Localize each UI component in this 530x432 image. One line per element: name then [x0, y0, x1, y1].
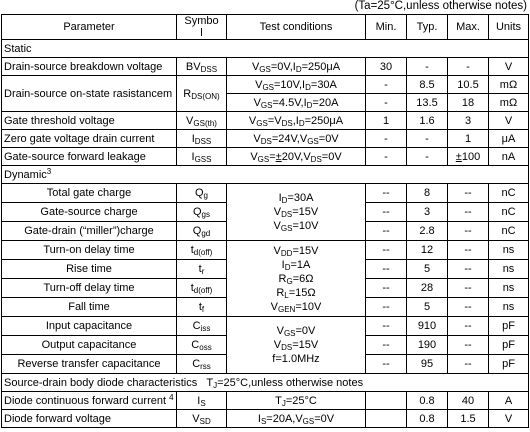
unit-cell: pF: [489, 317, 529, 336]
header-min: Min.: [366, 15, 407, 40]
symbol-cell: $C_{rss}$: [177, 355, 227, 374]
unit-cell: V: [489, 58, 529, 76]
symbol-cell: $Q_{gs}$: [177, 203, 227, 222]
header-symbol-text: Symbol: [184, 15, 219, 39]
typ-cell: 2.8: [407, 222, 448, 241]
max-cell: ±100: [448, 148, 489, 166]
typ-cell: 95: [407, 355, 448, 374]
min-cell: --: [366, 184, 407, 203]
electrical-characteristics-table: [1, 14, 529, 428]
unit-cell: V: [489, 112, 529, 130]
unit-cell: μA: [489, 130, 529, 148]
symbol-cell: $C_{oss}$: [177, 336, 227, 355]
typ-cell: 0.8: [407, 392, 448, 410]
param-cell: Zero gate voltage drain current: [2, 130, 177, 148]
max-cell: --: [448, 298, 489, 317]
min-cell: --: [366, 336, 407, 355]
symbol-cell: $I_S$: [177, 392, 227, 410]
param-cell: Input capacitance: [2, 317, 177, 336]
param-cell: Rise time: [2, 260, 177, 279]
param-cell: Gate-source forward leakage: [2, 148, 177, 166]
diode-row: [2, 410, 529, 428]
section-static-label: Static: [2, 40, 529, 58]
min-cell: -: [366, 130, 407, 148]
condition-cell: $V_{GS}=4.5V,I_D=20A$: [227, 94, 366, 112]
unit-cell: pF: [489, 355, 529, 374]
symbol-cell: $t_r$: [177, 260, 227, 279]
param-cell: Gate threshold voltage: [2, 112, 177, 130]
header-max: Max.: [448, 15, 489, 40]
min-cell: --: [366, 355, 407, 374]
unit-cell: ns: [489, 241, 529, 260]
param-cell: Gate-drain (“miller”)charge: [2, 222, 177, 241]
table-header-row: [2, 15, 529, 40]
param-cell: Turn-off delay time: [2, 279, 177, 298]
param-cell: Diode forward voltage: [2, 410, 177, 428]
symbol-cell: $Q_g$: [177, 184, 227, 203]
unit-cell: pF: [489, 336, 529, 355]
condition-cell: $I_S=20A,V_{GS}=0V$: [227, 410, 366, 428]
conditions-note: (Ta=25°C,unless otherwise notes): [354, 0, 527, 12]
min-cell: --: [366, 317, 407, 336]
static-row: [2, 148, 529, 166]
header-test-conditions: Test conditions: [227, 15, 366, 40]
min-cell: --: [366, 241, 407, 260]
condition-cell: $V_{GS}=V_{DS},I_D=250\mu A$: [227, 112, 366, 130]
max-cell: --: [448, 241, 489, 260]
max-cell: 40: [448, 392, 489, 410]
min-cell: -: [366, 94, 407, 112]
unit-cell: nC: [489, 184, 529, 203]
typ-cell: 0.8: [407, 410, 448, 428]
typ-cell: 190: [407, 336, 448, 355]
symbol-cell: $I_{GSS}$: [177, 148, 227, 166]
max-cell: --: [448, 184, 489, 203]
symbol-cell: $BV_{DSS}$: [177, 58, 227, 76]
min-cell: --: [366, 222, 407, 241]
dynamic-row: [2, 184, 529, 203]
static-row: [2, 112, 529, 130]
min-cell: -: [366, 148, 407, 166]
symbol-cell: $V_{SD}$: [177, 410, 227, 428]
typ-cell: 12: [407, 241, 448, 260]
min-cell: [366, 410, 407, 428]
max-cell: --: [448, 355, 489, 374]
unit-cell: ns: [489, 260, 529, 279]
max-cell: --: [448, 336, 489, 355]
condition-cell: $V_{GS}=10V,I_D=30A$: [227, 76, 366, 94]
symbol-cell: $R_{DS(ON)}$: [177, 76, 227, 112]
param-cell: Total gate charge: [2, 184, 177, 203]
section-dynamic-label: Dynamic$^3$: [2, 166, 529, 184]
typ-cell: 28: [407, 279, 448, 298]
typ-cell: 8.5: [407, 76, 448, 94]
unit-cell: mΩ: [489, 76, 529, 94]
symbol-cell: $t_{d(off)}$: [177, 279, 227, 298]
symbol-cell: $V_{GS(th)}$: [177, 112, 227, 130]
header-units: Units: [489, 15, 529, 40]
min-cell: --: [366, 203, 407, 222]
max-cell: 1: [448, 130, 489, 148]
unit-cell: ns: [489, 298, 529, 317]
unit-cell: A: [489, 392, 529, 410]
param-cell: Fall time: [2, 298, 177, 317]
max-cell: --: [448, 317, 489, 336]
header-typ: Typ.: [407, 15, 448, 40]
static-row: [2, 58, 529, 76]
section-static: [2, 40, 529, 58]
min-cell: [366, 392, 407, 410]
param-cell: Output capacitance: [2, 336, 177, 355]
max-cell: 10.5: [448, 76, 489, 94]
typ-cell: 5: [407, 260, 448, 279]
max-cell: 1.5: [448, 410, 489, 428]
min-cell: 30: [366, 58, 407, 76]
max-cell: 3: [448, 112, 489, 130]
max-cell: --: [448, 222, 489, 241]
typ-cell: 1.6: [407, 112, 448, 130]
section-diode-label: Source-drain body diode characteristics $T_J=25^\circ C,unless$ otherwise notes: [2, 374, 529, 392]
unit-cell: nC: [489, 222, 529, 241]
param-cell: Drain-source on-state rasistancem: [2, 76, 177, 112]
typ-cell: -: [407, 148, 448, 166]
max-cell: 18: [448, 94, 489, 112]
param-cell: Diode continuous forward current $^4$: [2, 392, 177, 410]
min-cell: --: [366, 260, 407, 279]
typ-cell: 3: [407, 203, 448, 222]
section-diode: [2, 374, 529, 392]
dynamic-row: [2, 241, 529, 260]
param-cell: Reverse transfer capacitance: [2, 355, 177, 374]
min-cell: 1: [366, 112, 407, 130]
min-cell: --: [366, 298, 407, 317]
unit-cell: mΩ: [489, 94, 529, 112]
unit-cell: nC: [489, 203, 529, 222]
unit-cell: nA: [489, 148, 529, 166]
typ-cell: 8: [407, 184, 448, 203]
typ-cell: 13.5: [407, 94, 448, 112]
symbol-cell: $I_{DSS}$: [177, 130, 227, 148]
max-cell: --: [448, 260, 489, 279]
unit-cell: ns: [489, 279, 529, 298]
header-parameter: Parameter: [2, 15, 177, 40]
symbol-cell: $Q_{gd}$: [177, 222, 227, 241]
static-row: [2, 130, 529, 148]
condition-cell-switching: $V_{DD}=15V$ $I_D=1A$ $R_G=6\Omega$ $R_L=15\Omega$ $V_{GEN}=10V$: [227, 241, 366, 317]
min-cell: --: [366, 279, 407, 298]
max-cell: --: [448, 203, 489, 222]
typ-cell: -: [407, 58, 448, 76]
max-cell: -: [448, 58, 489, 76]
static-row: [2, 76, 529, 94]
condition-cell: $V_{DS}=24V,V_{GS}=0V$: [227, 130, 366, 148]
condition-cell-charge: $I_D=30A$ $V_{DS}=15V$ $V_{GS}=10V$: [227, 184, 366, 241]
symbol-cell: $t_{d(off)}$: [177, 241, 227, 260]
min-cell: -: [366, 76, 407, 94]
param-cell: Turn-on delay time: [2, 241, 177, 260]
param-cell: Drain-source breakdown voltage: [2, 58, 177, 76]
typ-cell: -: [407, 130, 448, 148]
diode-row: [2, 392, 529, 410]
param-cell: Gate-source charge: [2, 203, 177, 222]
condition-cell: $V_{GS}=\pm 20V,V_{DS}=0V$: [227, 148, 366, 166]
unit-cell: V: [489, 410, 529, 428]
symbol-cell: $C_{iss}$: [177, 317, 227, 336]
section-dynamic: [2, 166, 529, 184]
condition-cell-capacitance: $V_{GS}=0V$ $V_{DS}=15V$ f=1.0MHz: [227, 317, 366, 374]
typ-cell: 5: [407, 298, 448, 317]
dynamic-row: [2, 317, 529, 336]
condition-cell: $T_J=25^\circ C$: [227, 392, 366, 410]
condition-cell: $V_{GS}=0V,I_D=250\mu A$: [227, 58, 366, 76]
typ-cell: 910: [407, 317, 448, 336]
symbol-cell: $t_f$: [177, 298, 227, 317]
max-cell: --: [448, 279, 489, 298]
header-symbol: [177, 15, 227, 40]
